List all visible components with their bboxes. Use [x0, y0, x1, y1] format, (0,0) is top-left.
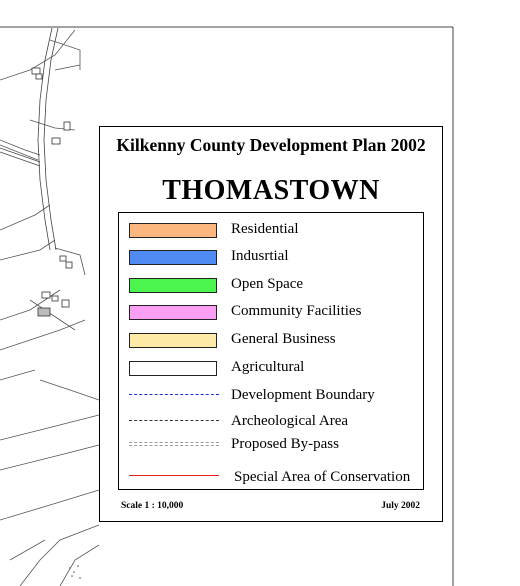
legend-item-general-business [119, 329, 423, 353]
legend-item-agricultural [119, 357, 423, 381]
legend-label: Development Boundary [231, 387, 375, 403]
legend-label: General Business [231, 331, 336, 347]
legend-label: Archeological Area [231, 413, 349, 429]
town-title: THOMASTOWN [162, 175, 380, 206]
agricultural-swatch [129, 361, 217, 376]
legend-item-community-facilities [119, 301, 423, 325]
conservation-line [129, 475, 219, 476]
legend-label: Community Facilities [231, 303, 362, 319]
industrial-swatch [129, 250, 217, 265]
date-label: July 2002 [381, 501, 420, 511]
development-boundary-line [129, 394, 219, 395]
proposed-bypass-line-bottom [129, 445, 219, 446]
proposed-bypass-line-top [129, 442, 219, 443]
legend-item-special-area-of-conservation [119, 467, 423, 491]
legend-label: Special Area of Conservation [234, 469, 411, 485]
plan-title: Kilkenny County Development Plan 2002 [116, 135, 426, 155]
open-space-swatch [129, 278, 217, 293]
legend-item-residential [119, 219, 423, 243]
archeological-area-line [129, 420, 219, 421]
residential-swatch [129, 223, 217, 238]
legend-label: Indusrtial [231, 248, 289, 264]
legend-label: Proposed By-pass [231, 436, 339, 452]
legend-panel [99, 126, 443, 522]
road [0, 28, 58, 250]
legend-item-archeological-area [119, 411, 423, 435]
legend-item-proposed-bypass [119, 434, 423, 458]
general-business-swatch [129, 333, 217, 348]
legend-item-development-boundary [119, 385, 423, 409]
legend-item-open-space [119, 274, 423, 298]
community-facilities-swatch [129, 305, 217, 320]
scale-label: Scale 1 : 10,000 [121, 501, 184, 511]
legend-label: Open Space [231, 276, 304, 292]
legend-box [118, 212, 424, 490]
legend-item-industrial [119, 246, 423, 270]
buildings [32, 68, 72, 316]
legend-label: Residential [231, 221, 299, 237]
legend-label: Agricultural [231, 359, 305, 375]
